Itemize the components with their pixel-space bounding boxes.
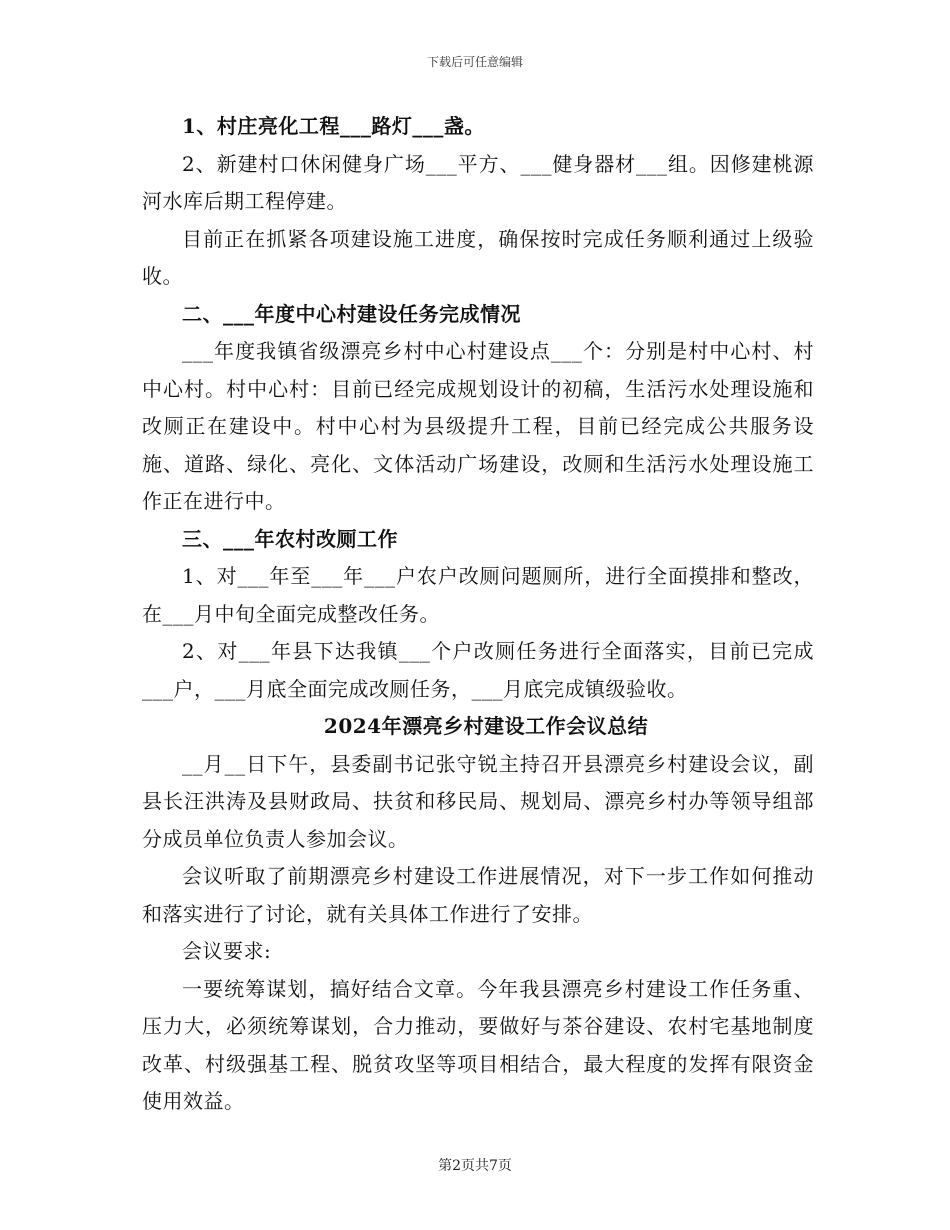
paragraph-toilet-rectification: 1、对___年至___年___户农户改厕问题厕所，进行全面摸排和整改，在___月中旬全面完成整改任务。 [142,564,814,626]
header-note: 下载后可任意编辑 [426,55,523,69]
paragraph-meeting-requirements: 会议要求: [182,939,272,963]
paragraph-lighting-project: 1、村庄亮化工程___路灯___盏。 [182,114,485,138]
paragraph-planning: 一要统筹谋划，搞好结合文章。今年我县漂亮乡村建设工作任务重、压力大，必须统筹谋划，合力推动，要做好与茶谷建设、农村宅基地制度改革、村级强基工程、脱贫攻坚等项目相结合，最大程度的发挥有限资金使用效益。 [142,976,814,1113]
section-heading-central-village: 二、___年度中心村建设任务完成情况 [182,301,521,326]
document-body [142,108,814,1121]
paragraph-central-village: ___年度我镇省级漂亮乡村中心村建设点___个：分别是村中心村、村中心村。村中心村：目前已经完成规划设计的初稿，生活污水处理设施和改厕正在建设中。村中心村为县级提升工程，目前已经完成公共服务设施、道路、绿化、亮化、文体活动广场建设，改厕和生活污水处理设施工作正在进行中。 [142,339,814,513]
paragraph-meeting-intro: __月__日下午，县委副书记张守锐主持召开县漂亮乡村建设会议，副县长汪洪涛及县财政局、扶贫和移民局、规划局、漂亮乡村办等领导组部分成员单位负责人参加会议。 [142,751,814,851]
paragraph-progress: 目前正在抓紧各项建设施工进度，确保按时完成任务顺利通过上级验收。 [142,226,814,288]
page-number: 第2页共7页 [438,1158,512,1174]
paragraph-toilet-tasks: 2、对___年县下达我镇___个户改厕任务进行全面落实，目前已完成___户，___月底全面完成改厕任务，___月底完成镇级验收。 [142,639,814,701]
paragraph-meeting-discussion: 会议听取了前期漂亮乡村建设工作进展情况，对下一步工作如何推动和落实进行了讨论，就有关具体工作进行了安排。 [142,864,814,926]
section-heading-toilet-renovation: 三、___年农村改厕工作 [182,526,398,551]
paragraph-fitness-square: 2、新建村口休闲健身广场___平方、___健身器材___组。因修建桃源河水库后期工程停建。 [142,151,814,213]
document-title: 2024年漂亮乡村建设工作会议总结 [323,714,649,738]
